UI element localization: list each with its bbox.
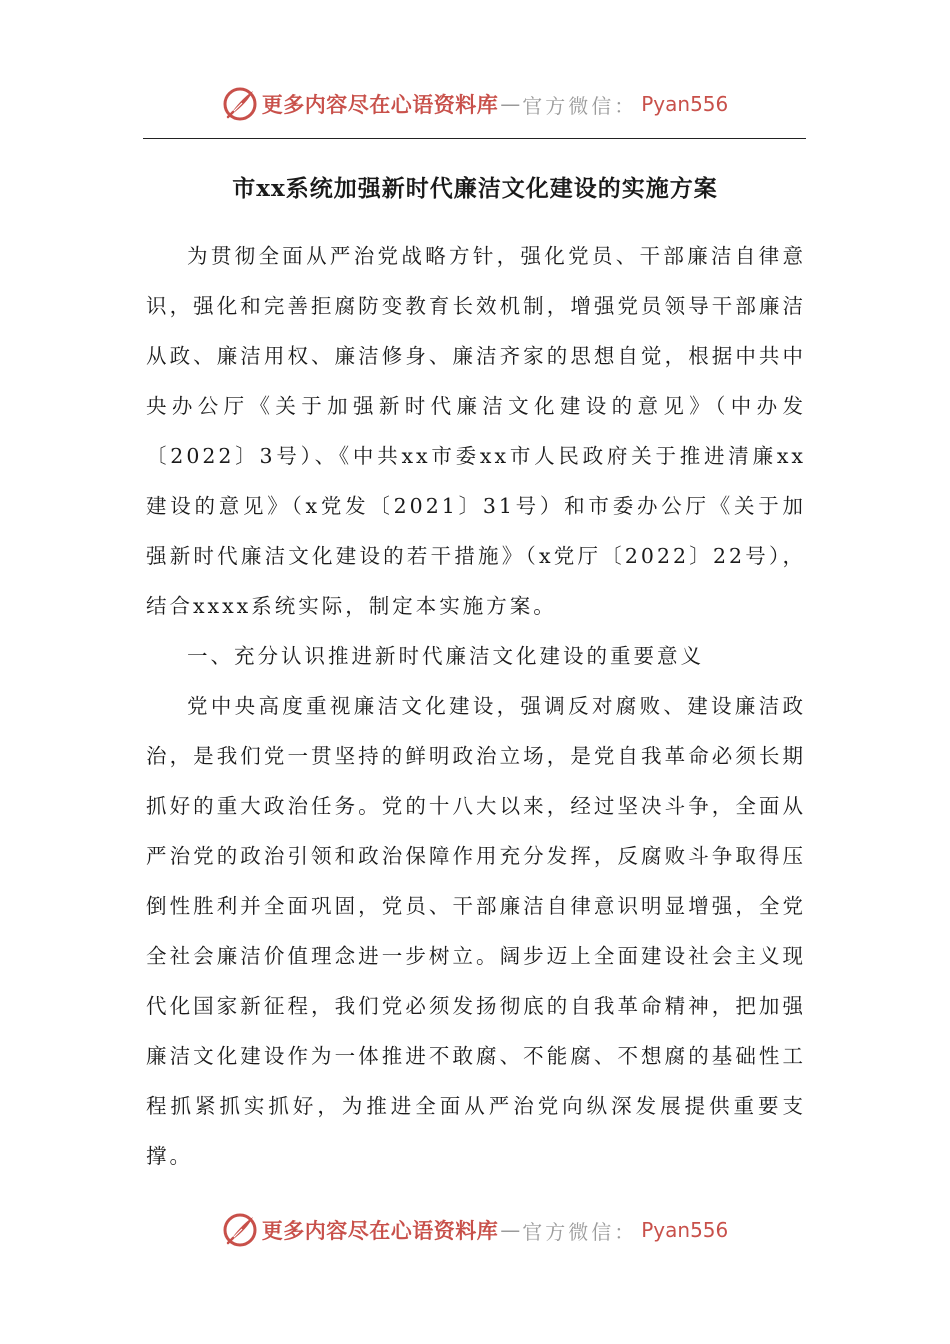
banner-brand-text: 更多内容尽在心语资料库: [261, 92, 499, 117]
banner-separator: —: [500, 92, 521, 116]
banner-separator: —: [500, 1218, 521, 1242]
header-divider: [143, 138, 806, 139]
section-heading-1: 一、充分认识推进新时代廉洁文化建设的重要意义: [187, 644, 704, 668]
banner-official-label: 官方微信：: [522, 93, 638, 118]
banner-wechat-id: Pyan556: [641, 92, 729, 116]
header-banner: [0, 82, 950, 126]
footer-banner: [0, 1208, 950, 1252]
banner-official-label: 官方微信：: [522, 1219, 638, 1244]
document-title: 市xx系统加强新时代廉洁文化建设的实施方案: [232, 175, 718, 202]
quill-pen-icon: [222, 1212, 258, 1248]
banner-brand-text: 更多内容尽在心语资料库: [261, 1218, 499, 1243]
quill-pen-icon: [222, 86, 258, 122]
banner-wechat-id: Pyan556: [641, 1218, 729, 1242]
document-body: [146, 231, 806, 1181]
paragraph-section-1: 党中央高度重视廉洁文化建设，强调反对腐败、建设廉洁政治，是我们党一贯坚持的鲜明政治立场，是党自我革命必须长期抓好的重大政治任务。党的十八大以来，经过坚决斗争，全面从严治党的政治引领和政治保障作用充分发挥，反腐败斗争取得压倒性胜利并全面巩固，党员、干部廉洁自律意识明显增强，全党全社会廉洁价值理念进一步树立。阔步迈上全面建设社会主义现代化国家新征程，我们党必须发扬彻底的自我革命精神，把加强廉洁文化建设作为一体推进不敢腐、不能腐、不想腐的基础性工程抓紧抓实抓好，为推进全面从严治党向纵深发展提供重要支撑。: [146, 694, 806, 1168]
paragraph-intro: 为贯彻全面从严治党战略方针，强化党员、干部廉洁自律意识，强化和完善拒腐防变教育长效机制，增强党员领导干部廉洁从政、廉洁用权、廉洁修身、廉洁齐家的思想自觉，根据中共中央办公厅《关于加强新时代廉洁文化建设的意见》（中办发〔2022〕3号）、《中共xx市委xx市人民政府关于推进清廉xx建设的意见》（x党发〔2021〕31号）和市委办公厅《关于加强新时代廉洁文化建设的若干措施》（x党厅〔2022〕22号），结合xxxx系统实际，制定本实施方案。: [146, 244, 806, 618]
